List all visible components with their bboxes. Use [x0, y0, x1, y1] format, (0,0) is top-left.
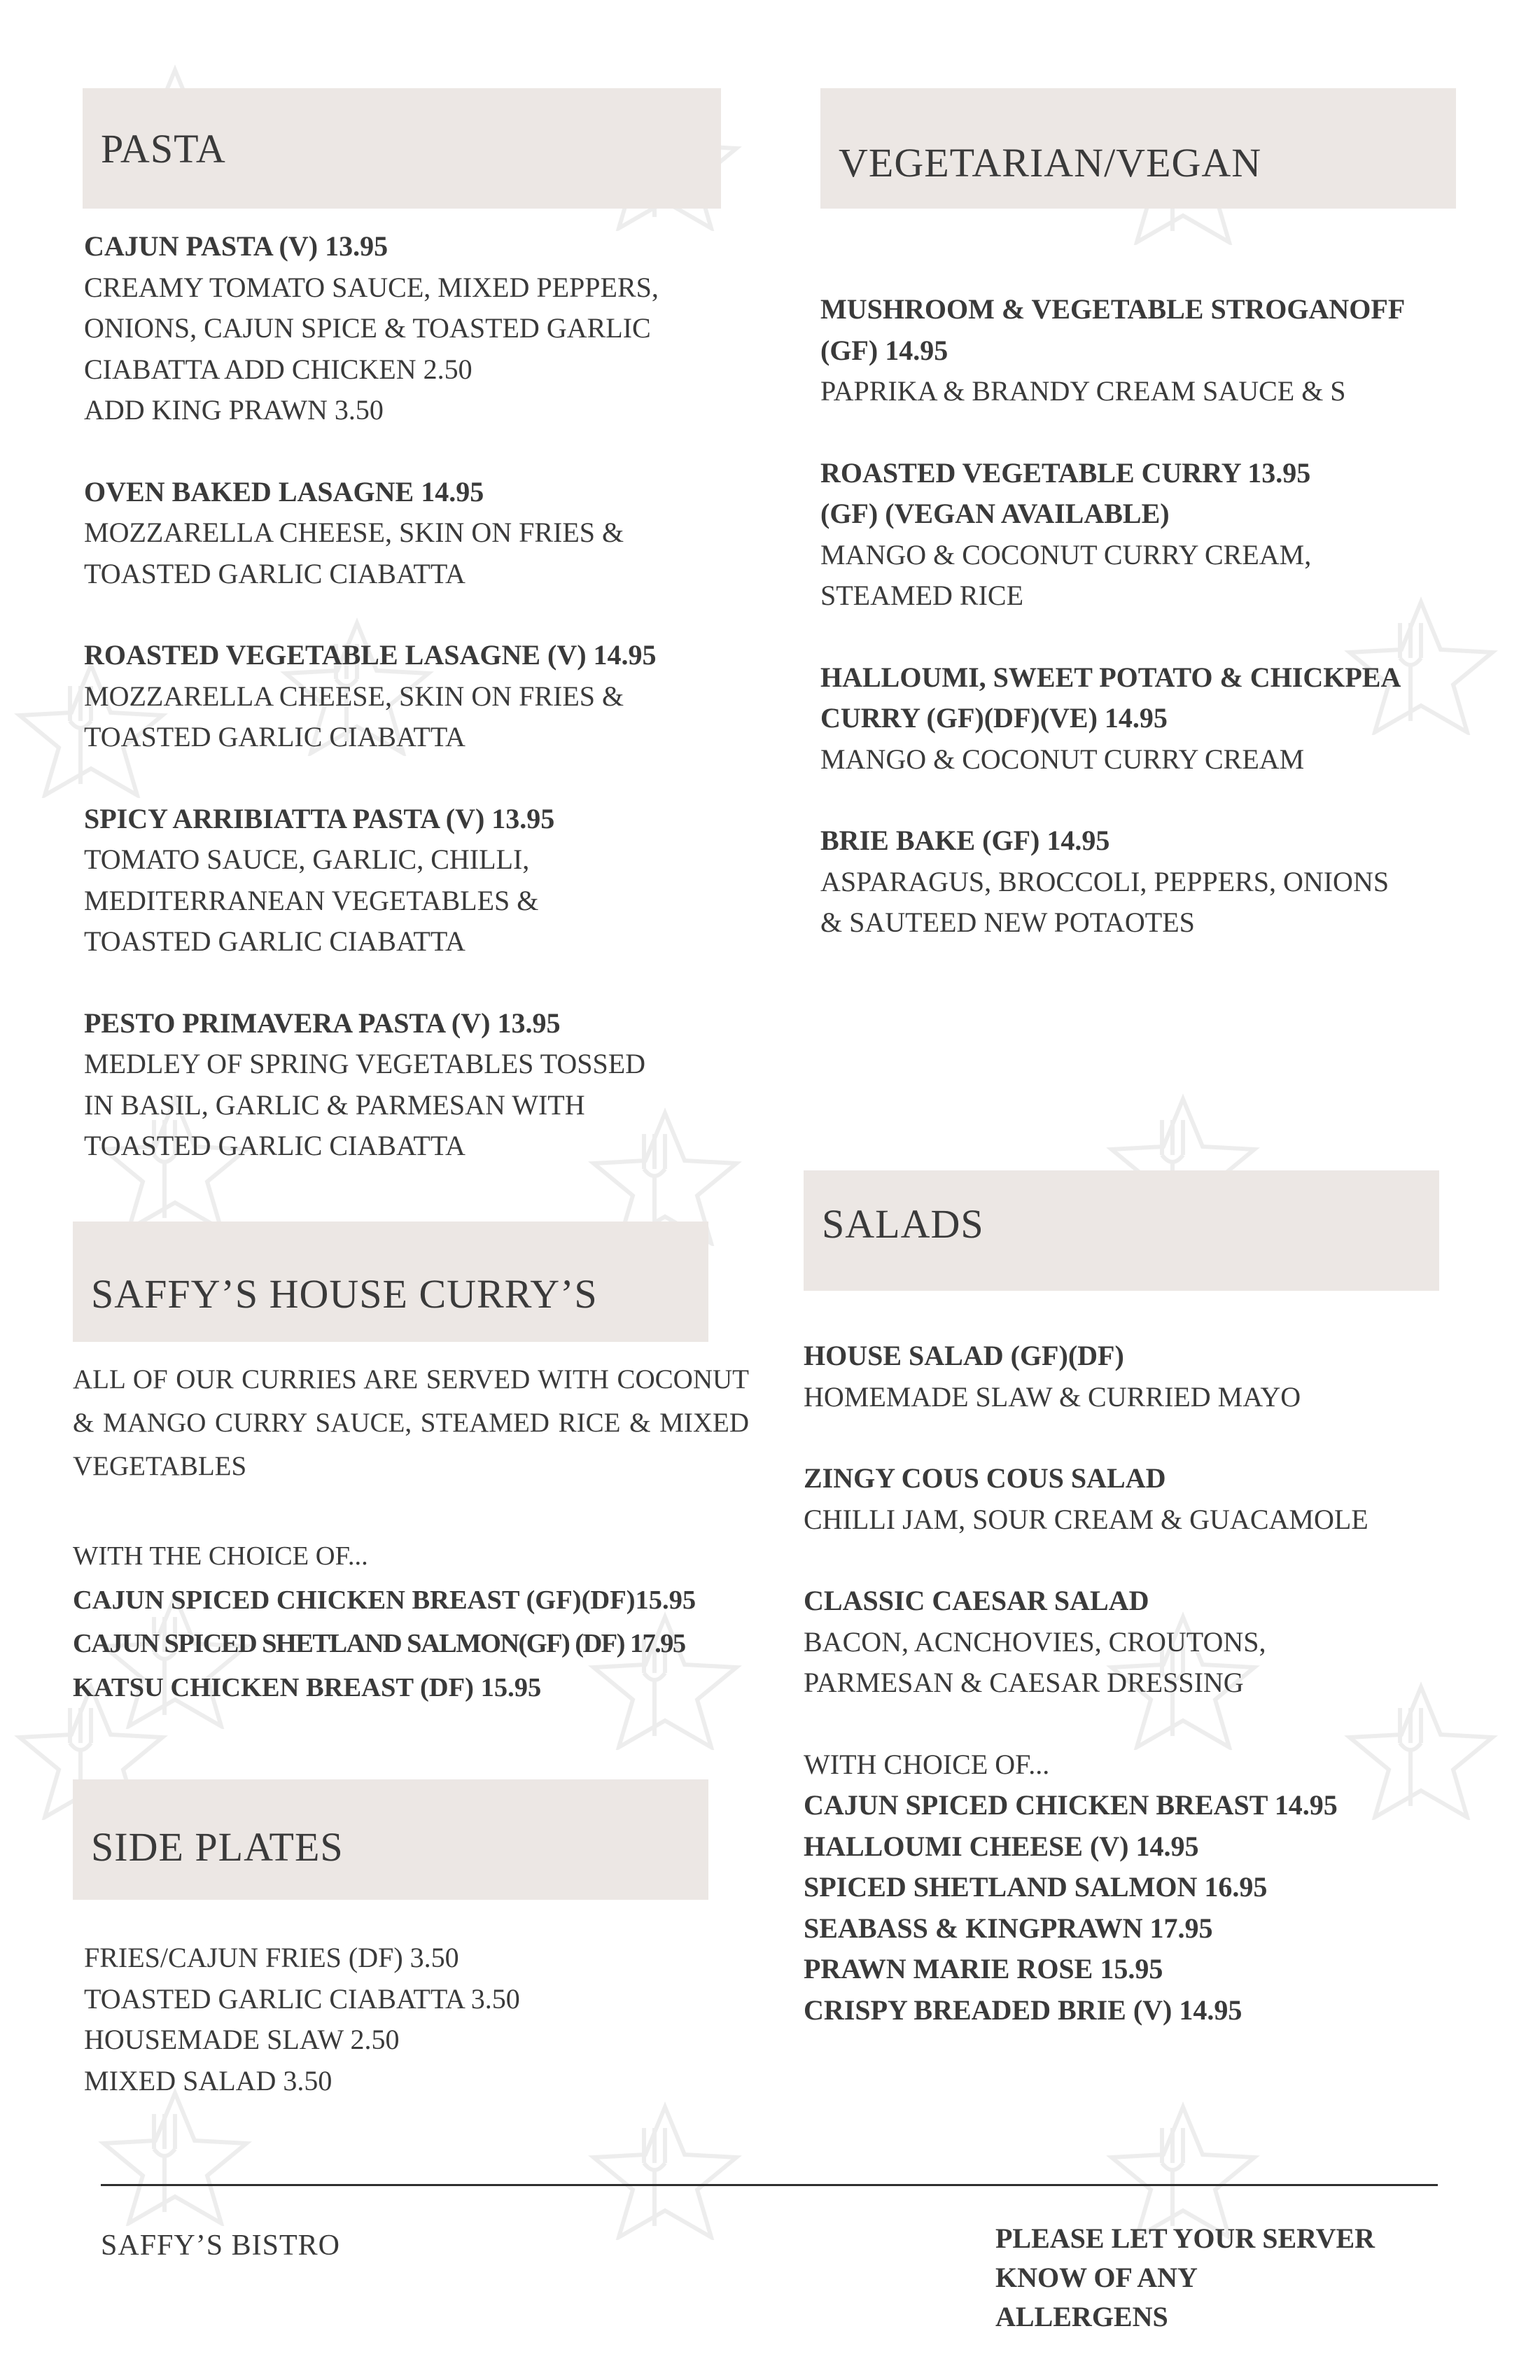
salad-choice-item: PRAWN MARIE ROSE 15.95: [804, 1953, 1163, 1984]
menu-item-description: TOASTED GARLIC CIABATTA: [84, 721, 465, 752]
salad-choice-item: SEABASS & KINGPRAWN 17.95: [804, 1912, 1213, 1944]
menu-item-description: PAPRIKA & BRANDY CREAM SAUCE & S: [820, 375, 1346, 407]
menu-item: [84, 226, 756, 431]
salads-heading-text: SALADS: [822, 1200, 984, 1247]
menu-item-name: CAJUN PASTA (V) 13.95: [84, 230, 388, 262]
menu-item-description: & SAUTEED NEW POTAOTES: [820, 906, 1195, 938]
menu-item-name: (GF) (VEGAN AVAILABLE): [820, 498, 1170, 529]
menu-item-name: HALLOUMI, SWEET POTATO & CHICKPEA: [820, 661, 1401, 693]
menu-item-description: HOMEMADE SLAW & CURRIED MAYO: [804, 1380, 1301, 1413]
menu-item-description: CIABATTA ADD CHICKEN 2.50: [84, 353, 472, 385]
footer-divider: [101, 2184, 1438, 2186]
vegetarian-heading-text: VEGETARIAN/VEGAN: [839, 139, 1262, 186]
menu-item-name: BRIE BAKE (GF) 14.95: [820, 825, 1110, 856]
curry-choices: [73, 1534, 759, 1709]
menu-item-name: CURRY (GF)(DF)(VE) 14.95: [820, 702, 1168, 734]
menu-item-description: MANGO & COCONUT CURRY CREAM: [820, 743, 1305, 775]
salad-choice-item: CAJUN SPICED CHICKEN BREAST 14.95: [804, 1789, 1338, 1821]
menu-item-name: OVEN BAKED LASAGNE 14.95: [84, 475, 484, 507]
side-plate-item: HOUSEMADE SLAW 2.50: [84, 2024, 400, 2055]
menu-item-name: ROASTED VEGETABLE LASAGNE (V) 14.95: [84, 639, 657, 671]
side-plate-item: FRIES/CAJUN FRIES (DF) 3.50: [84, 1942, 459, 1973]
menu-item-name: ROASTED VEGETABLE CURRY 13.95: [820, 456, 1311, 489]
allergen-notice: [995, 2219, 1443, 2337]
sides-list: [84, 1938, 756, 2101]
curry-heading: [73, 1222, 708, 1342]
allergen-notice-line: PLEASE LET YOUR SERVER: [995, 2222, 1376, 2254]
sides-heading: [73, 1779, 708, 1900]
menu-item-description: ASPARAGUS, BROCCOLI, PEPPERS, ONIONS: [820, 865, 1390, 897]
menu-item-description: ONIONS, CAJUN SPICE & TOASTED GARLIC: [84, 312, 651, 344]
menu-item-description: MANGO & COCONUT CURRY CREAM,: [820, 538, 1312, 570]
menu-item-description: MOZZARELLA CHEESE, SKIN ON FRIES &: [84, 517, 624, 548]
menu-item: [84, 472, 756, 595]
vegetarian-heading: [820, 88, 1456, 209]
menu-item: [84, 635, 756, 758]
menu-item-description: CREAMY TOMATO SAUCE, MIXED PEPPERS,: [84, 271, 659, 303]
menu-item-description: TOASTED GARLIC CIABATTA: [84, 925, 465, 957]
vegetarian-list: [820, 289, 1492, 984]
menu-item-name: PESTO PRIMAVERA PASTA (V) 13.95: [84, 1007, 561, 1039]
menu-item-description: TOASTED GARLIC CIABATTA: [84, 1130, 465, 1161]
menu-item-description: STEAMED RICE: [820, 580, 1023, 611]
menu-item-description: ADD KING PRAWN 3.50: [84, 394, 384, 426]
pasta-heading-text: PASTA: [101, 125, 226, 172]
menu-item-description: IN BASIL, GARLIC & PARMESAN WITH: [84, 1088, 585, 1121]
curry-choice-item: KATSU CHICKEN BREAST (DF) 15.95: [73, 1672, 542, 1702]
salad-choice-item: HALLOUMI CHEESE (V) 14.95: [804, 1830, 1199, 1862]
menu-item-description: CHILLI JAM, SOUR CREAM & GUACAMOLE: [804, 1503, 1368, 1535]
menu-item-name: ZINGY COUS COUS SALAD: [804, 1462, 1166, 1494]
pasta-heading: [83, 88, 721, 209]
menu-item-description: TOMATO SAUCE, GARLIC, CHILLI,: [84, 844, 530, 875]
allergen-notice-line: KNOW OF ANY: [995, 2262, 1198, 2293]
menu-item-description: MEDITERRANEAN VEGETABLES &: [84, 884, 539, 916]
salads-heading: [804, 1170, 1439, 1291]
curry-heading-text: SAFFY’S HOUSE CURRY’S: [91, 1270, 598, 1317]
menu-item-name: (GF) 14.95: [820, 334, 948, 366]
menu-item-description: PARMESAN & CAESAR DRESSING: [804, 1667, 1244, 1698]
menu-item-description: MOZZARELLA CHEESE, SKIN ON FRIES &: [84, 680, 624, 712]
menu-item-description: MEDLEY OF SPRING VEGETABLES TOSSED: [84, 1048, 646, 1079]
menu-item: [804, 1458, 1490, 1540]
menu-item-name: CLASSIC CAESAR SALAD: [804, 1585, 1149, 1616]
menu-item-description: BACON, ACNCHOVIES, CROUTONS,: [804, 1625, 1266, 1658]
pasta-list: [84, 226, 756, 1208]
menu-item-description: TOASTED GARLIC CIABATTA: [84, 557, 465, 589]
menu-item-name: SPICY ARRIBIATTA PASTA (V) 13.95: [84, 802, 555, 834]
restaurant-name: SAFFY’S BISTRO: [101, 2230, 340, 2262]
side-plate-item: MIXED SALAD 3.50: [84, 2064, 332, 2096]
watermark-fork-star-icon: [84, 2086, 266, 2226]
menu-item: [820, 289, 1492, 412]
menu-item: [820, 453, 1492, 617]
menu-item: [84, 1003, 756, 1167]
menu-item: [820, 820, 1492, 944]
menu-item: [84, 799, 756, 962]
menu-item-name: HOUSE SALAD (GF)(DF): [804, 1340, 1124, 1371]
menu-item: [804, 1581, 1490, 1704]
allergen-notice-line: ALLERGENS: [995, 2301, 1168, 2332]
curry-choice-item: CAJUN SPICED CHICKEN BREAST (GF)(DF)15.95: [73, 1585, 696, 1615]
watermark-fork-star-icon: [574, 2100, 756, 2240]
salads-list: [804, 1336, 1490, 2031]
side-plate-item: TOASTED GARLIC CIABATTA 3.50: [84, 1982, 520, 2015]
sides-heading-text: SIDE PLATES: [91, 1823, 344, 1870]
menu-item-name: MUSHROOM & VEGETABLE STROGANOFF: [820, 293, 1406, 325]
curry-choice-label: WITH THE CHOICE OF...: [73, 1541, 368, 1571]
salad-choice-item: CRISPY BREADED BRIE (V) 14.95: [804, 1994, 1242, 2026]
curry-intro: ALL OF OUR CURRIES ARE SERVED WITH COCONUT & MANGO CURRY SAUCE, STEAMED RICE & MIXED VEGETABLES: [73, 1364, 749, 1481]
salad-choice-label: WITH CHOICE OF...: [804, 1748, 1050, 1780]
curry-choice-item: CAJUN SPICED SHETLAND SALMON(GF) (DF) 17.95: [73, 1629, 685, 1658]
salad-choice-item: SPICED SHETLAND SALMON 16.95: [804, 1871, 1268, 1903]
menu-item: [820, 657, 1492, 780]
menu-item: [804, 1336, 1490, 1418]
